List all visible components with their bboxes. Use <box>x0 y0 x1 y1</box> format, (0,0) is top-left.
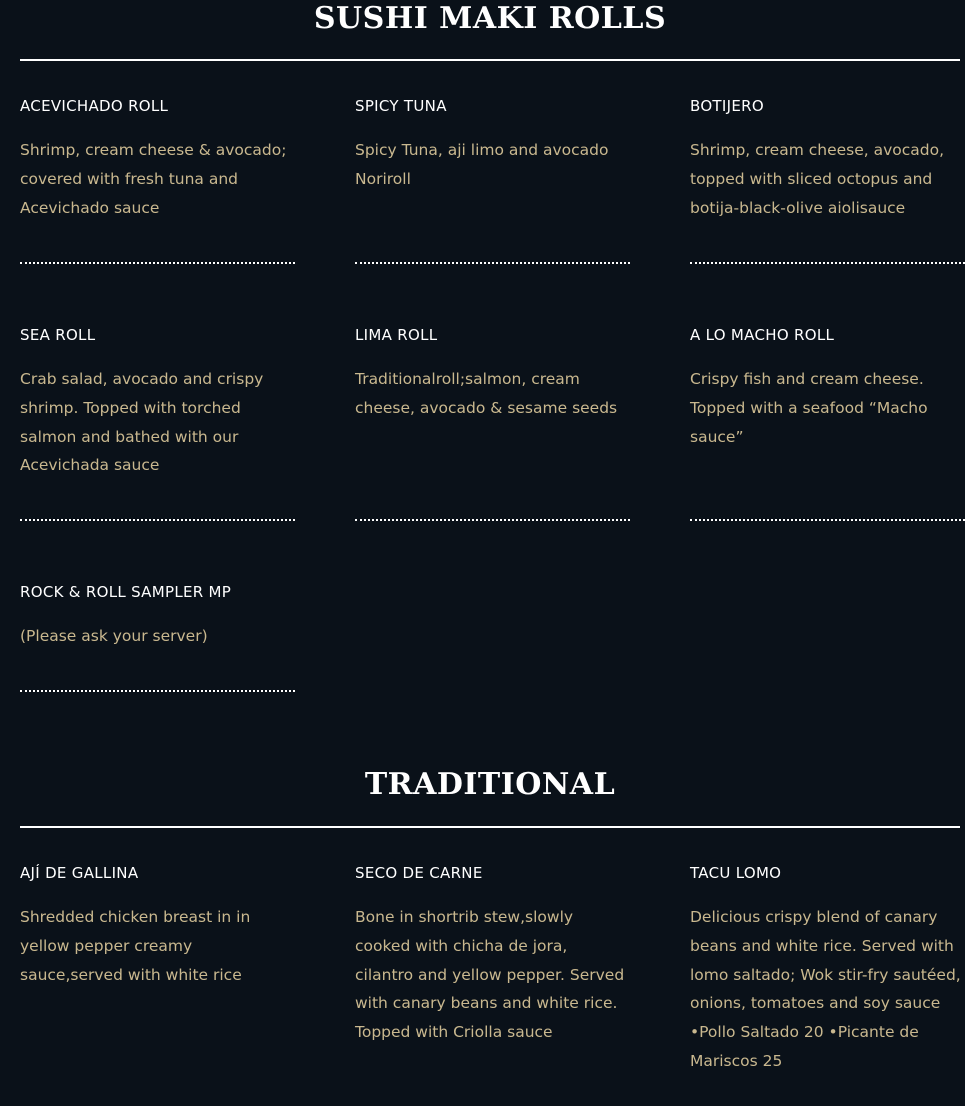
section-divider <box>20 59 960 61</box>
item-name: SECO DE CARNE <box>355 864 483 882</box>
item-description: Traditionalroll;salmon, cream cheese, avocado & sesame seeds <box>355 370 618 417</box>
item-name: SPICY TUNA <box>355 97 447 115</box>
menu-item-rock-and-roll-sampler <box>20 582 295 651</box>
item-name: TACU LOMO <box>690 864 782 882</box>
menu-item-lima-roll <box>355 325 630 423</box>
item-name: BOTIJERO <box>690 97 764 115</box>
menu-item-a-lo-macho-roll <box>690 325 965 451</box>
item-description: Shrimp, cream cheese, avocado, topped with sliced octopus and botija-black-olive aiolisauce <box>690 141 945 217</box>
item-name: ACEVICHADO ROLL <box>20 97 169 115</box>
menu-item-aji-de-gallina <box>20 863 295 989</box>
section-title-sushi-maki-rolls: SUSHI MAKI ROLLS <box>313 1 667 36</box>
item-description: (Please ask your server) <box>20 627 208 645</box>
dotted-divider <box>355 519 630 521</box>
menu-item-seco-de-carne <box>355 863 630 1047</box>
dotted-divider <box>355 262 630 264</box>
menu-item-sea-roll <box>20 325 295 480</box>
menu-item-botijero <box>690 96 965 222</box>
item-description: Shrimp, cream cheese & avocado; covered with fresh tuna and Acevichado sauce <box>20 141 287 217</box>
item-name: LIMA ROLL <box>355 326 438 344</box>
dotted-divider <box>690 519 965 521</box>
dotted-divider <box>20 262 295 264</box>
item-description: Crab salad, avocado and crispy shrimp. Topped with torched salmon and bathed with our Acevichada sauce <box>20 370 264 475</box>
item-description: Bone in shortrib stew,slowly cooked with chicha de jora, cilantro and yellow pepper. Served with canary beans and white rice. Topped with Criolla sauce <box>355 908 625 1042</box>
item-name: SEA ROLL <box>20 326 96 344</box>
item-description: Spicy Tuna, aji limo and avocado Noriroll <box>355 141 609 188</box>
item-description: Delicious crispy blend of canary beans and white rice. Served with lomo saltado; Wok stir-fry sautéed, onions, tomatoes and soy sauce •Pollo Saltado 20 •Picante de Mariscos 25 <box>690 908 961 1070</box>
menu-item-tacu-lomo <box>690 863 965 1076</box>
menu-item-acevichado-roll <box>20 96 295 222</box>
dotted-divider <box>690 262 965 264</box>
item-name: A LO MACHO ROLL <box>690 326 835 344</box>
section-divider <box>20 826 960 828</box>
item-description: Shredded chicken breast in in yellow pepper creamy sauce,served with white rice <box>20 908 251 984</box>
menu-item-spicy-tuna <box>355 96 630 194</box>
item-name: AJÍ DE GALLINA <box>20 864 139 882</box>
dotted-divider <box>20 519 295 521</box>
item-name: ROCK & ROLL SAMPLER MP <box>20 583 232 601</box>
dotted-divider <box>20 690 295 692</box>
item-description: Crispy fish and cream cheese. Topped with a seafood “Macho sauce” <box>690 370 928 446</box>
section-title-traditional: TRADITIONAL <box>364 767 616 802</box>
